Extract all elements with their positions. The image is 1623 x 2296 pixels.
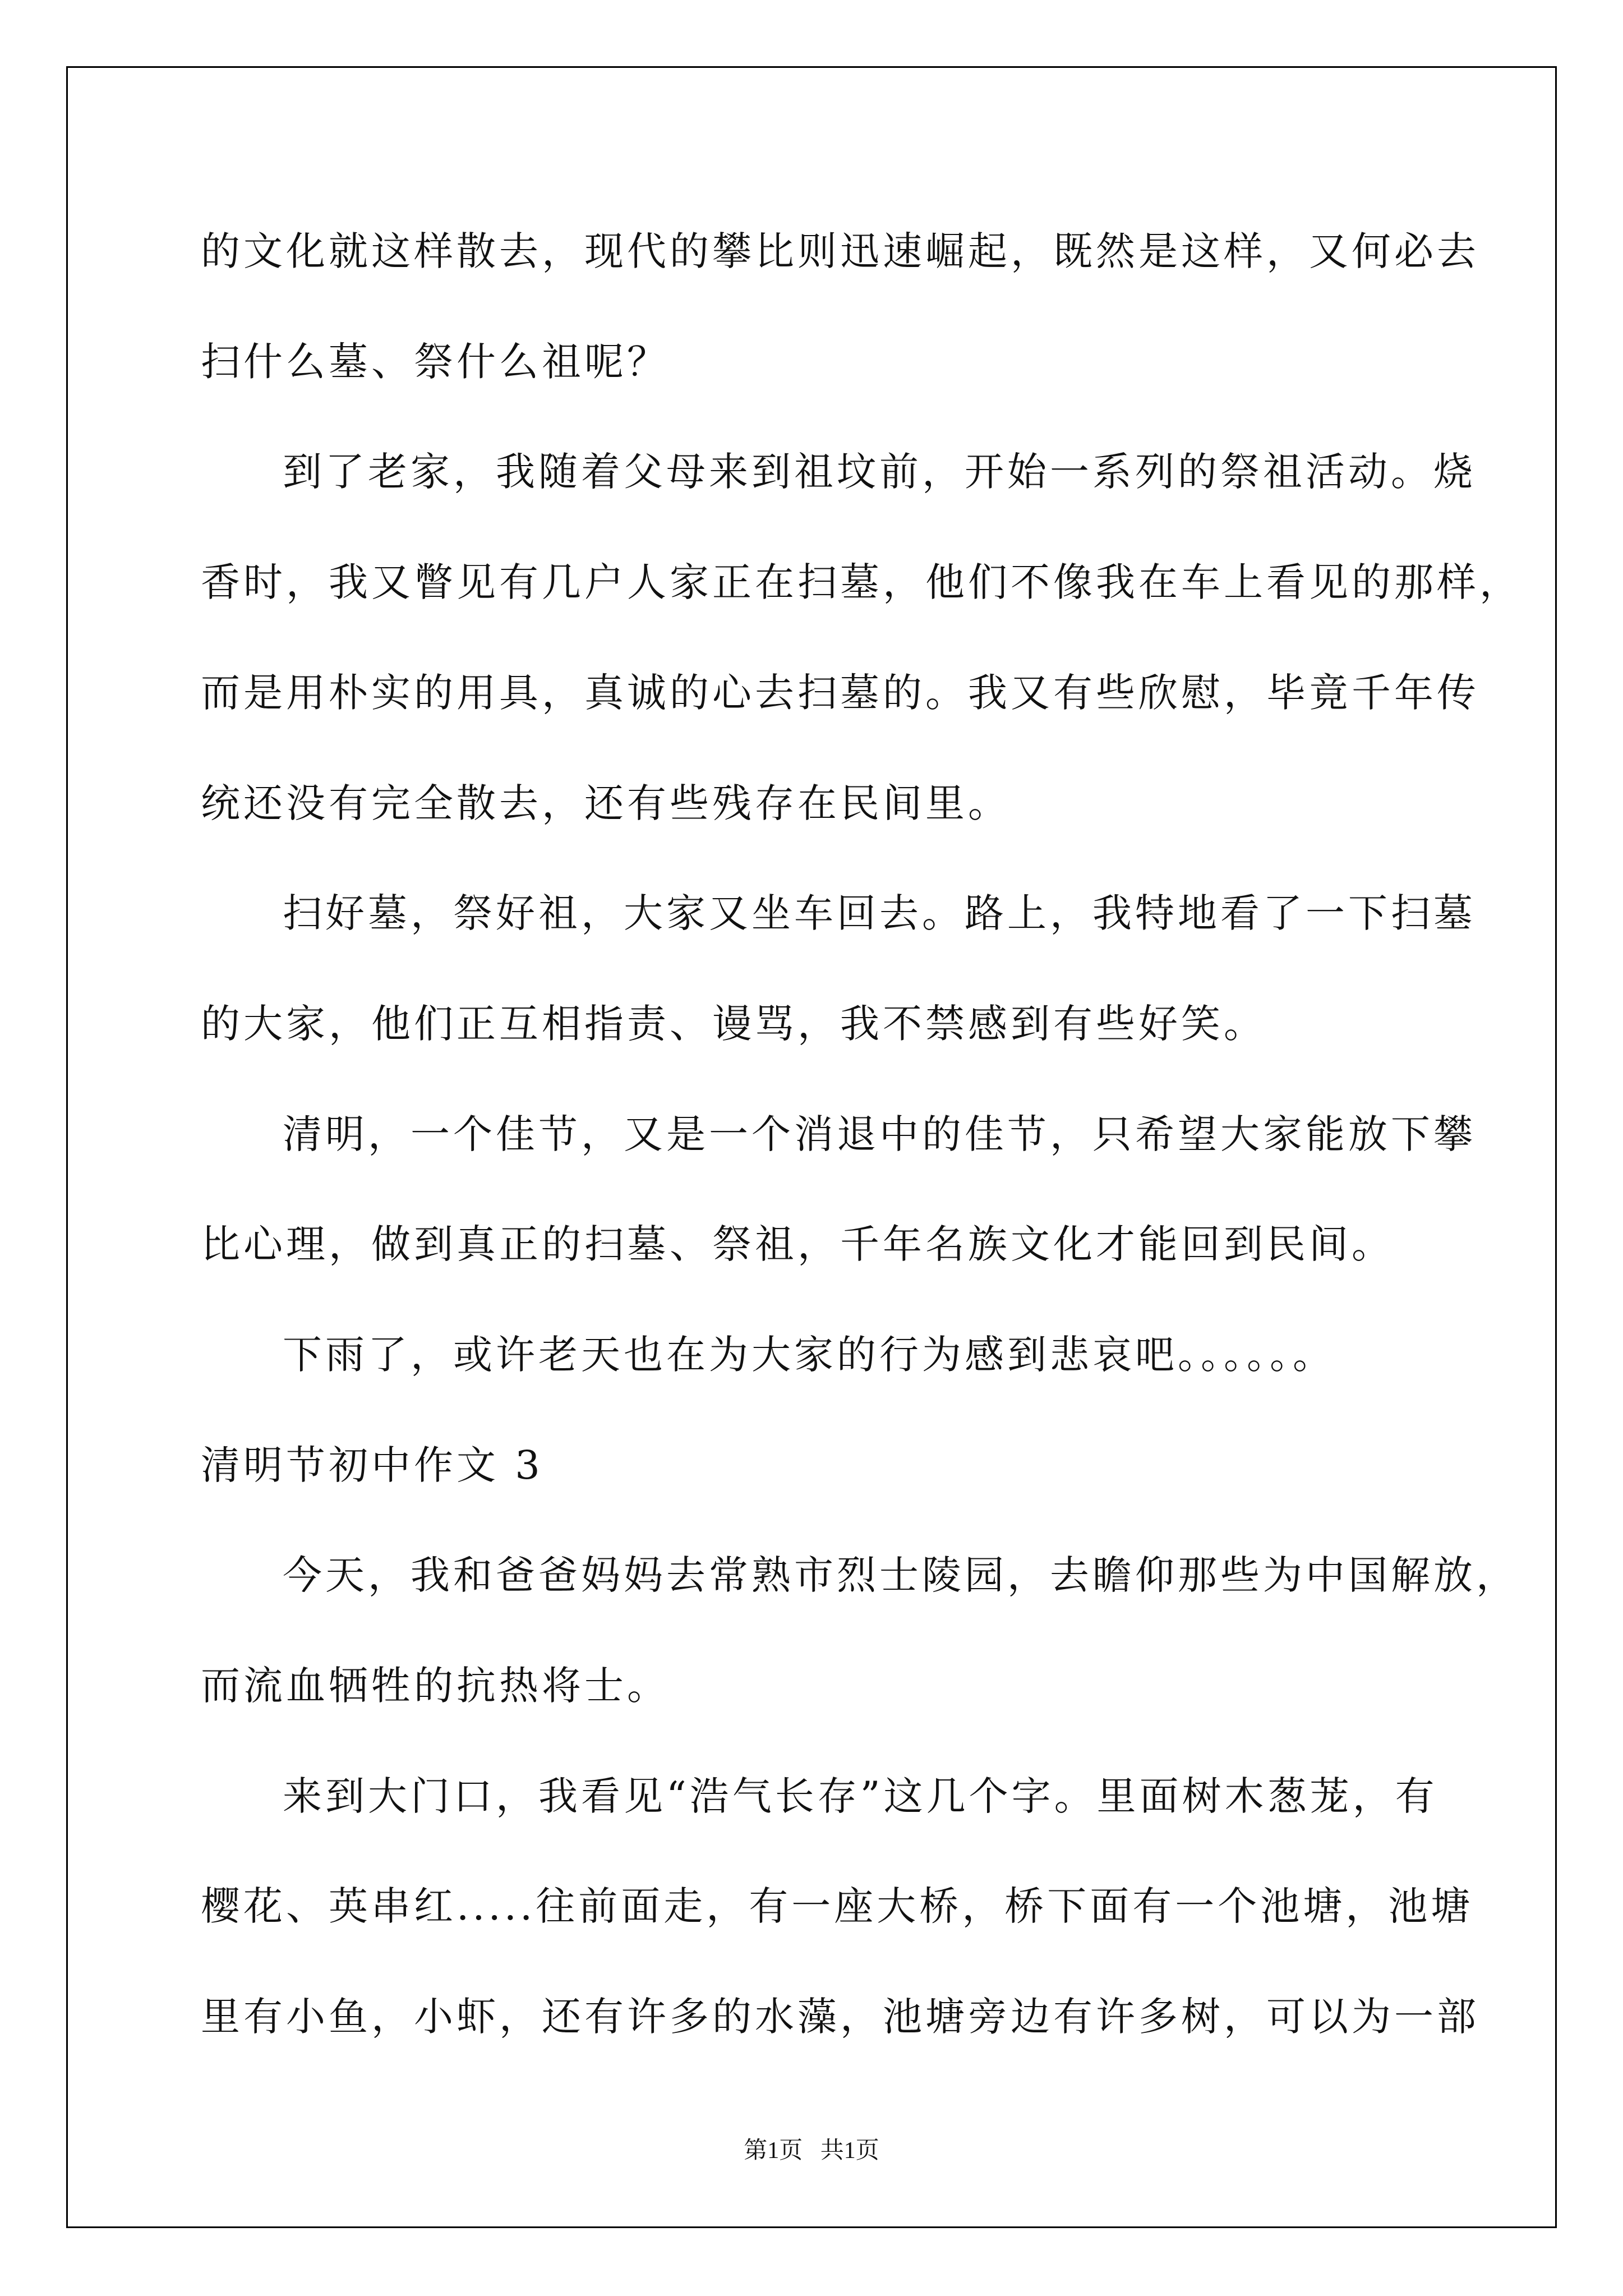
text-line: 比心理，做到真正的扫墓、祭祖，千年名族文化才能回到民间。 bbox=[201, 1221, 1394, 1267]
text-line: 扫什么墓、祭什么祖呢？ bbox=[201, 339, 670, 385]
text-line: 统还没有完全散去，还有些残存在民间里。 bbox=[201, 780, 1011, 826]
text-line: 而是用朴实的用具，真诚的心去扫墓的。我又有些欣慰，毕竟千年传 bbox=[201, 670, 1479, 716]
section-heading: 清明节初中作文 3 bbox=[201, 1442, 543, 1488]
paragraph-first-line: 来到大门口，我看见“浩气长存”这几个字。里面树木葱茏，有 bbox=[283, 1773, 1438, 1819]
text-line: 的文化就这样散去，现代的攀比则迅速崛起，既然是这样，又何必去 bbox=[201, 228, 1479, 274]
paragraph-first-line: 清明，一个佳节，又是一个消退中的佳节，只希望大家能放下攀 bbox=[283, 1111, 1476, 1157]
paragraph-first-line: 今天，我和爸爸妈妈去常熟市烈士陵园，去瞻仰那些为中国解放， bbox=[283, 1552, 1519, 1598]
paragraph-first-line: 下雨了，或许老天也在为大家的行为感到悲哀吧。。。。。。 bbox=[283, 1332, 1335, 1378]
paragraph-first-line: 扫好墓，祭好祖，大家又坐车回去。路上，我特地看了一下扫墓 bbox=[283, 890, 1476, 936]
text-line: 的大家，他们正互相指责、谩骂，我不禁感到有些好笑。 bbox=[201, 1001, 1266, 1047]
text-line: 里有小鱼，小虾，还有许多的水藻，池塘旁边有许多树，可以为一部 bbox=[201, 1994, 1479, 2040]
text-line: 香时，我又瞥见有几户人家正在扫墓，他们不像我在车上看见的那样， bbox=[201, 559, 1522, 605]
text-line: 樱花、英串红.....往前面走，有一座大桥，桥下面有一个池塘，池塘 bbox=[201, 1883, 1474, 1929]
page-footer: 第1页 共1页 bbox=[744, 2138, 879, 2164]
paragraph-first-line: 到了老家，我随着父母来到祖坟前，开始一系列的祭祖活动。烧 bbox=[283, 449, 1476, 495]
text-line: 而流血牺牲的抗热将士。 bbox=[201, 1663, 670, 1709]
